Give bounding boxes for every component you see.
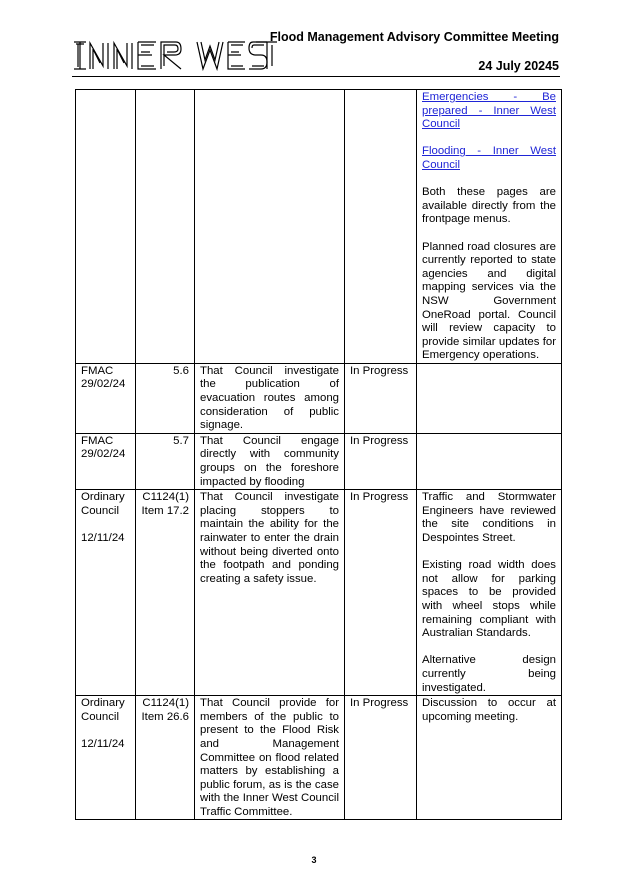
action-table (75, 89, 562, 820)
reference-cell: C1124(1) Item 17.2 (136, 490, 195, 696)
meeting-date: 24 July 20245 (478, 59, 559, 73)
comment-text: Discussion to occur at upcoming meeting. (422, 697, 556, 723)
source-cell (76, 90, 136, 364)
comments-cell (417, 433, 562, 489)
comments-cell (417, 490, 562, 696)
status-cell: In Progress (345, 363, 417, 433)
action-cell: That Council engage directly with community groups on the foreshore impacted by flooding (195, 433, 345, 489)
source-cell: Ordinary Council 12/11/24 (76, 490, 136, 696)
source-cell: FMAC 29/02/24 (76, 433, 136, 489)
comments-cell (417, 90, 562, 364)
source-cell: Ordinary Council 12/11/24 (76, 696, 136, 820)
action-cell: That Council provide for members of the public to present to the Flood Risk and Management Committee on flood related matters by establishing a public forum, as is the case with the Inner West Council Traffic Committee. (195, 696, 345, 820)
inner-west-logo (72, 38, 277, 74)
comment-text: Both these pages are available directly from the frontpage menus. (422, 186, 556, 226)
status-cell (345, 90, 417, 364)
table-row (76, 363, 562, 433)
comment-text: Traffic and Stormwater Engineers have reviewed the site conditions in Despointes Street. (422, 491, 556, 544)
comments-cell (417, 363, 562, 433)
reference-cell: 5.7 (136, 433, 195, 489)
action-cell (195, 90, 345, 364)
table-row (76, 490, 562, 696)
source-cell: FMAC 29/02/24 (76, 363, 136, 433)
header-rule (72, 76, 560, 77)
status-cell: In Progress (345, 696, 417, 820)
table-row (76, 696, 562, 820)
status-cell: In Progress (345, 490, 417, 696)
reference-cell (136, 90, 195, 364)
comments-cell (417, 696, 562, 820)
action-cell: That Council investigate placing stoppers to maintain the ability for the rainwater to enter the drain without being diverted onto the footpath and ponding creating a safety issue. (195, 490, 345, 696)
table-row (76, 433, 562, 489)
comment-text: Existing road width does not allow for parking spaces to be provided with wheel stops while remaining compliant with Australian Standards. (422, 559, 556, 640)
status-cell: In Progress (345, 433, 417, 489)
action-cell: That Council investigate the publication of evacuation routes among consideration of public signage. (195, 363, 345, 433)
comment-text: Alternative design currently being investigated. (422, 654, 556, 694)
page-number: 3 (311, 855, 317, 865)
emergencies-link[interactable]: Emergencies - Be prepared - Inner West Council (422, 91, 556, 131)
comment-text: Planned road closures are currently reported to state agencies and digital mapping services via the NSW Government OneRoad portal. Council will review capacity to provide similar updates for Emergency operations. (422, 240, 556, 362)
flooding-link[interactable]: Flooding - Inner West Council (422, 145, 556, 171)
meeting-title: Flood Management Advisory Committee Meeting (269, 30, 559, 44)
reference-cell: 5.6 (136, 363, 195, 433)
table-row (76, 90, 562, 364)
reference-cell: C1124(1) Item 26.6 (136, 696, 195, 820)
